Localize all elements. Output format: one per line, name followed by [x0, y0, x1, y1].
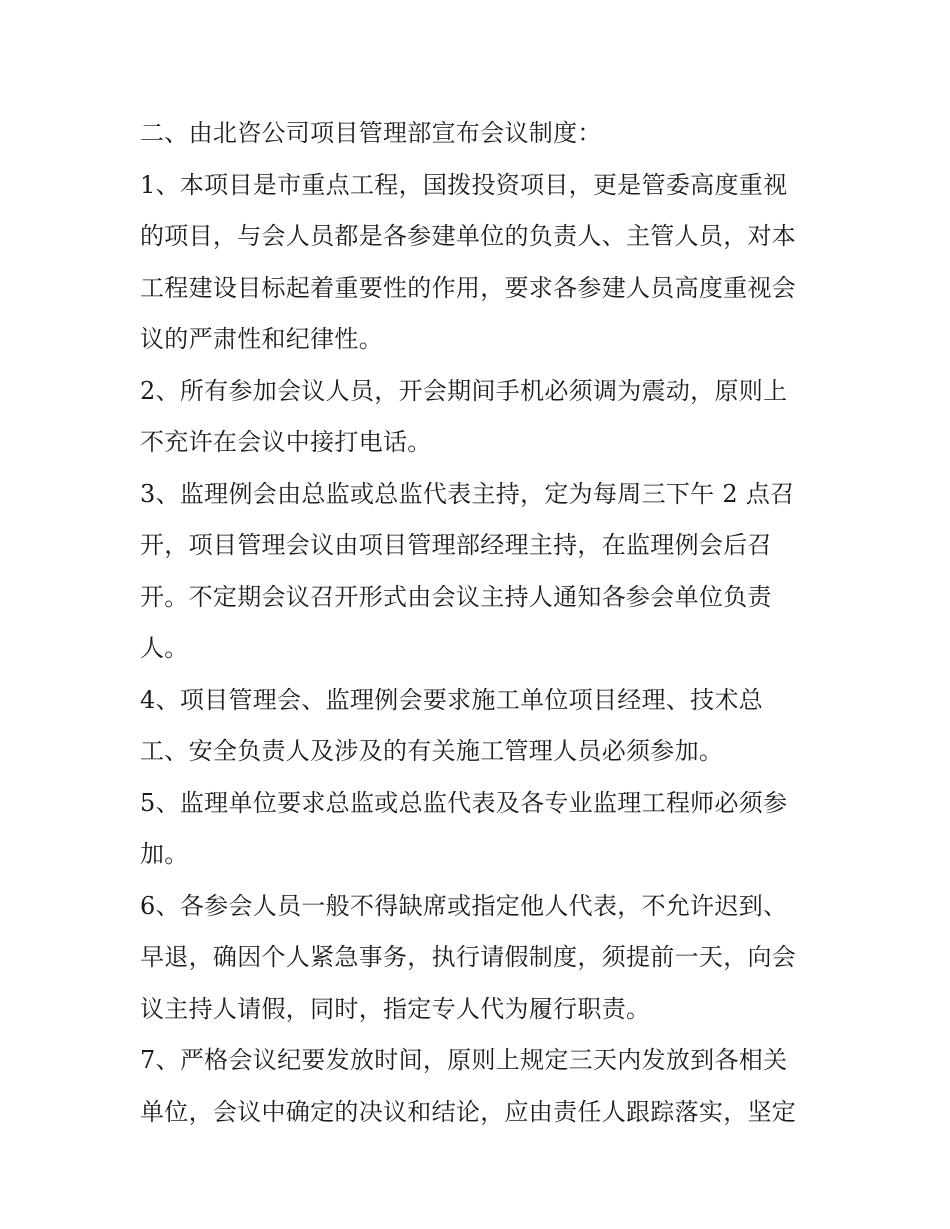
text-line: 的项目，与会人员都是各参建单位的负责人、主管人员，对本 — [140, 222, 797, 250]
text-line: 6、各参会人员一般不得缺席或指定他人代表，不允许迟到、 — [140, 891, 788, 920]
text-line: 5、监理单位要求总监或总监代表及各专业监理工程师必须参 — [140, 788, 788, 817]
text-line: 7、严格会议纪要发放时间，原则上规定三天内发放到各相关 — [140, 1046, 788, 1074]
text-line: 不充许在会议中接打电话。 — [140, 428, 432, 456]
document-body — [140, 108, 820, 1138]
text-line: 单位，会议中确定的决议和结论，应由责任人跟踪落实，坚定 — [140, 1097, 797, 1126]
text-line: 议主持人请假，同时，指定专人代为履行职责。 — [140, 994, 651, 1023]
text-line: 议的严肃性和纪律性。 — [140, 325, 383, 353]
text-line: 工、安全负责人及涉及的有关施工管理人员必须参加。 — [140, 737, 724, 765]
text-line: 4、项目管理会、监理例会要求施工单位项目经理、技术总 — [140, 685, 764, 714]
section-heading: 二、由北咨公司项目管理部宣布会议制度： — [140, 119, 602, 147]
text-line: 1、本项目是市重点工程，国拨投资项目，更是管委高度重视 — [140, 170, 788, 199]
text-line: 早退，确因个人紧急事务，执行请假制度，须提前一天，向会 — [140, 943, 797, 971]
text-line: 3、监理例会由总监或总监代表主持，定为每周三下午 2 点召 — [140, 479, 795, 508]
text-line: 人。 — [140, 634, 189, 662]
text-line: 加。 — [140, 840, 189, 868]
text-line: 开，项目管理会议由项目管理部经理主持，在监理例会后召 — [140, 531, 772, 559]
text-line: 2、所有参加会议人员，开会期间手机必须调为震动，原则上 — [140, 376, 788, 405]
text-line: 工程建设目标起着重要性的作用，要求各参建人员高度重视会 — [140, 273, 797, 302]
text-line: 开。不定期会议召开形式由会议主持人通知各参会单位负责 — [140, 582, 772, 611]
